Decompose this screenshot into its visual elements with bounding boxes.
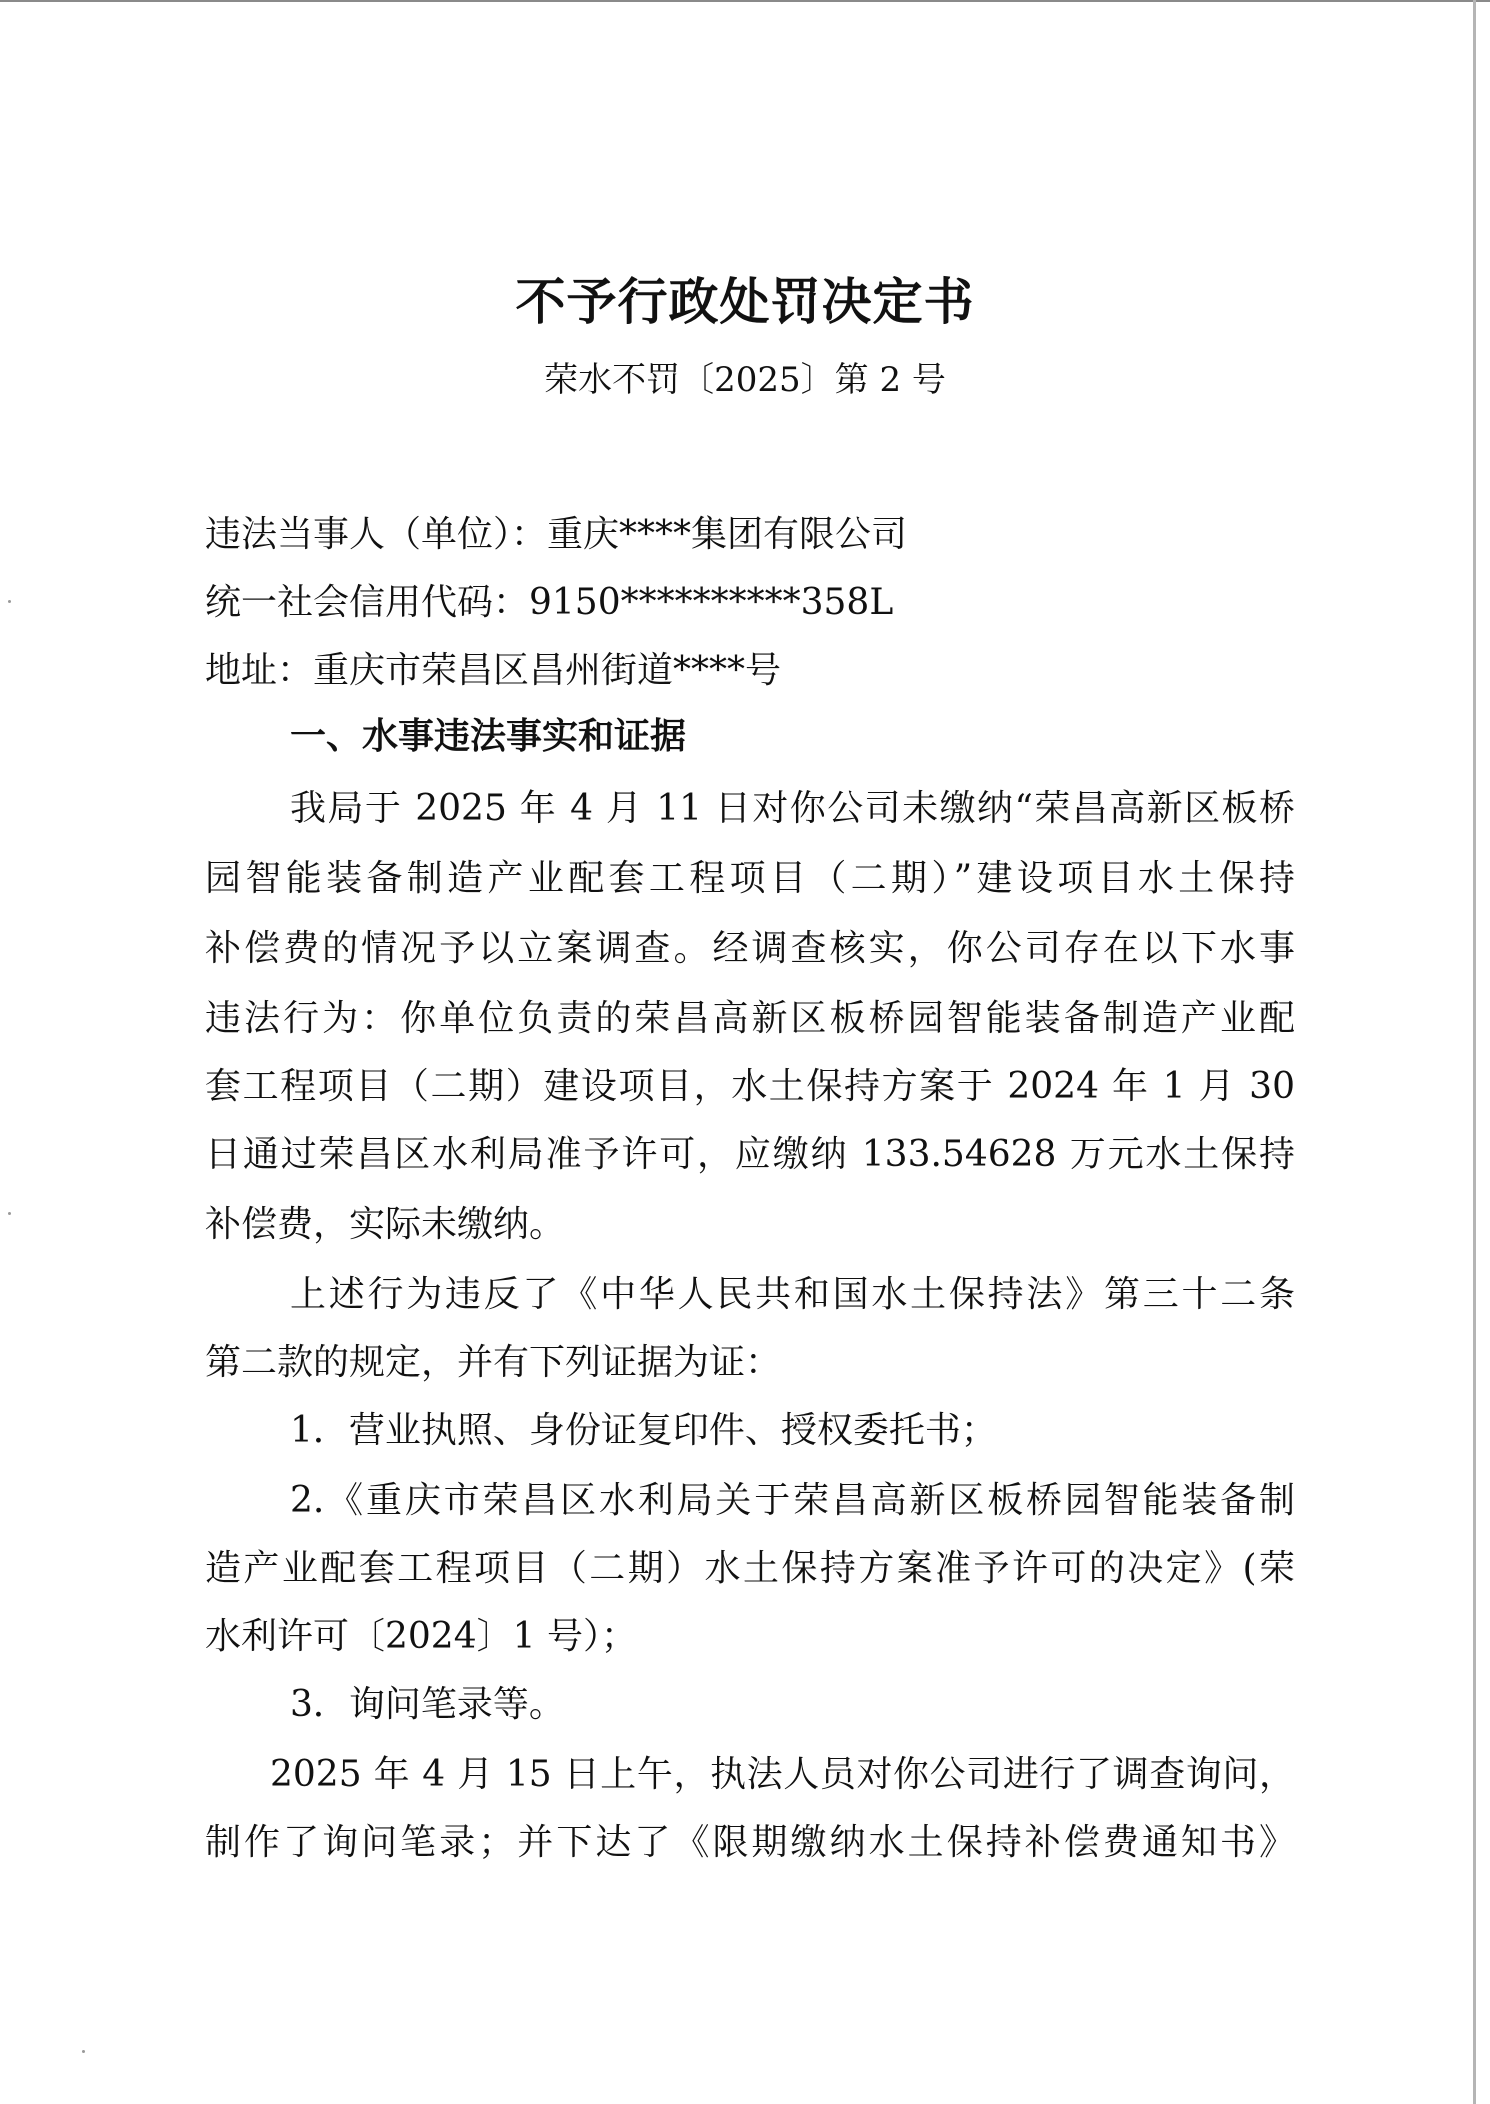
paragraph-line: 制作了询问笔录；并下达了《限期缴纳水土保持补偿费通知书》 bbox=[205, 1822, 1295, 1863]
paragraph-line: 2025 年 4 月 15 日上午，执法人员对你公司进行了调查询问， bbox=[270, 1754, 1295, 1795]
paragraph-line: 补偿费，实际未缴纳。 bbox=[205, 1204, 566, 1245]
credit-code-line: 统一社会信用代码：9150**********358L bbox=[205, 582, 894, 623]
scan-speck bbox=[8, 1212, 11, 1215]
section-heading: 一、水事违法事实和证据 bbox=[290, 716, 687, 757]
paragraph-line: 园智能装备制造产业配套工程项目（二期）”建设项目水土保持 bbox=[205, 858, 1295, 899]
evidence-item: 1．营业执照、身份证复印件、授权委托书； bbox=[290, 1410, 997, 1451]
scan-edge-top bbox=[0, 0, 1490, 2]
paragraph-line: 我局于 2025 年 4 月 11 日对你公司未缴纳“荣昌高新区板桥 bbox=[290, 788, 1295, 829]
address-line: 地址：重庆市荣昌区昌州街道****号 bbox=[205, 650, 782, 691]
paragraph-line: 第二款的规定，并有下列证据为证： bbox=[205, 1342, 782, 1383]
scan-speck bbox=[8, 600, 11, 603]
paragraph-line: 日通过荣昌区水利局准予许可，应缴纳 133.54628 万元水土保持 bbox=[205, 1134, 1295, 1175]
paragraph-line: 套工程项目（二期）建设项目，水土保持方案于 2024 年 1 月 30 bbox=[205, 1066, 1295, 1107]
paragraph-line: 上述行为违反了《中华人民共和国水土保持法》第三十二条 bbox=[290, 1274, 1295, 1315]
scan-speck bbox=[82, 2050, 85, 2053]
paragraph-line: 补偿费的情况予以立案调查。经调查核实，你公司存在以下水事 bbox=[205, 928, 1295, 969]
evidence-item: 水利许可〔2024〕1 号）； bbox=[205, 1616, 637, 1657]
evidence-item: 3．询问笔录等。 bbox=[290, 1684, 565, 1725]
document-title: 不予行政处罚决定书 bbox=[515, 272, 975, 331]
evidence-item: 2.《重庆市荣昌区水利局关于荣昌高新区板桥园智能装备制 bbox=[290, 1480, 1295, 1521]
evidence-item: 造产业配套工程项目（二期）水土保持方案准予许可的决定》(荣 bbox=[205, 1548, 1295, 1589]
party-name-line: 违法当事人（单位）：重庆****集团有限公司 bbox=[205, 514, 908, 555]
paragraph-line: 违法行为：你单位负责的荣昌高新区板桥园智能装备制造产业配 bbox=[205, 998, 1295, 1039]
document-number: 荣水不罚〔2025〕第 2 号 bbox=[544, 360, 946, 400]
